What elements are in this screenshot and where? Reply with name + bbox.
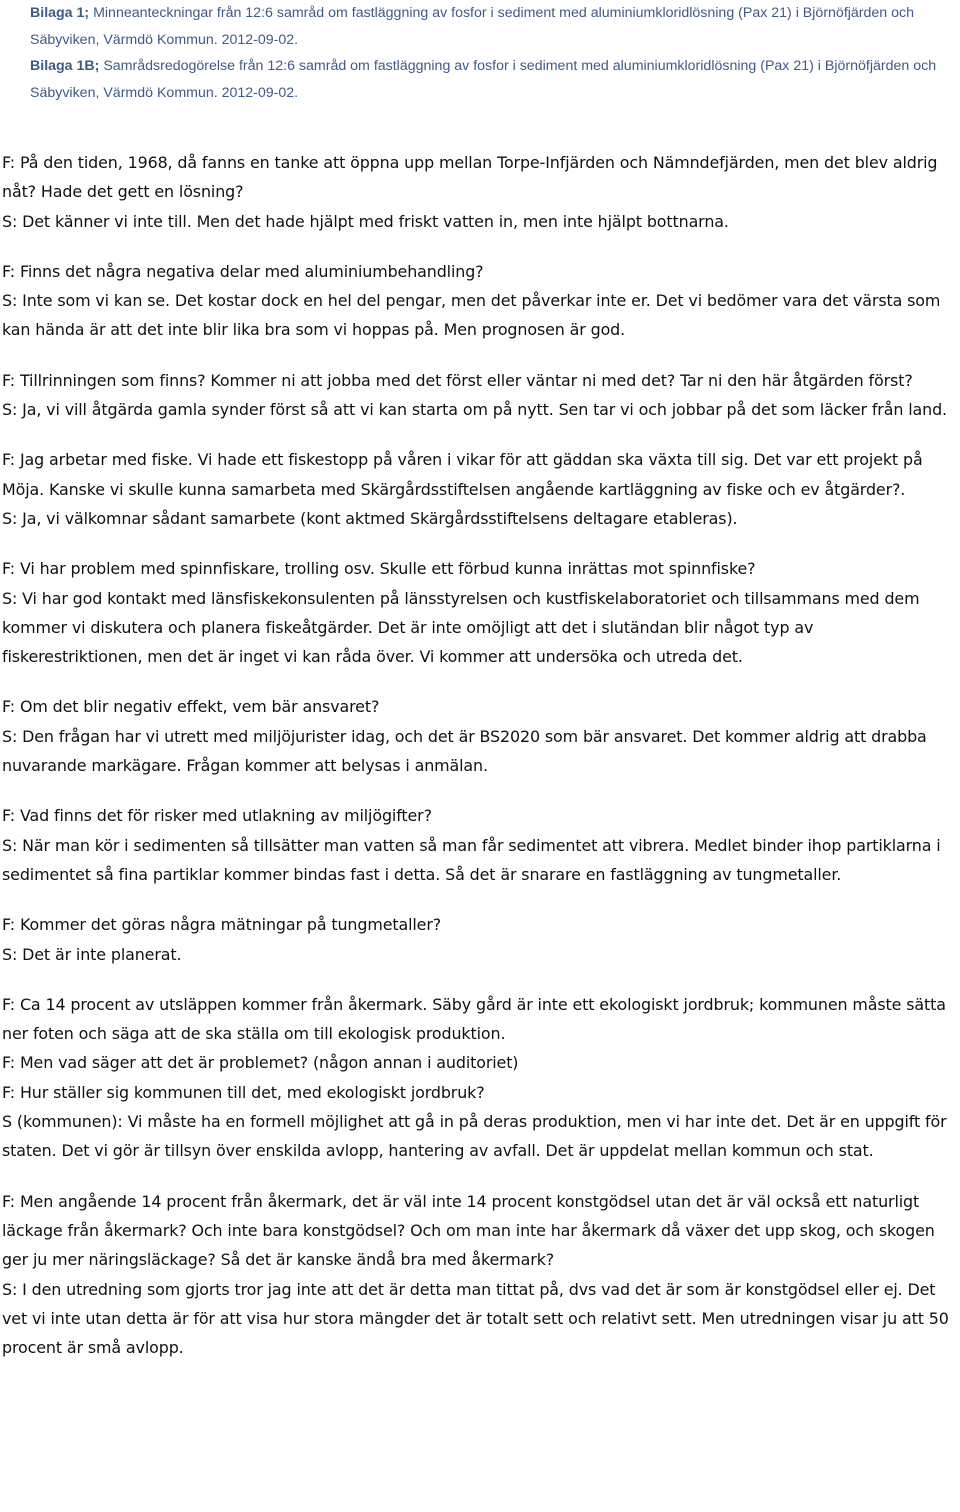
question-paragraph: F: Hur ställer sig kommunen till det, med ekologiskt jordbruk? (2, 1082, 485, 1102)
block-spacer (2, 236, 956, 257)
qa-block (2, 554, 956, 671)
qa-block (2, 910, 956, 969)
qa-block (2, 148, 956, 236)
meeting-notes-body (2, 148, 956, 1362)
question-paragraph: F: Ca 14 procent av utsläppen kommer från åkermark. Säby gård är inte ett ekologiskt jordbruk; kommunen måste sätta ner foten och säga att de ska ställa om till ekologisk produktion. (2, 994, 946, 1044)
qa-block (2, 445, 956, 533)
block-spacer (2, 345, 956, 366)
question-paragraph: F: Vad finns det för risker med utlakning av miljögifter? (2, 806, 432, 826)
attachment-1-label: Bilaga 1; (30, 5, 90, 21)
question-paragraph: F: Vi har problem med spinnfiskare, trolling osv. Skulle ett förbud kunna inrättas mot spinnfiske? (2, 559, 756, 579)
question-paragraph: F: Kommer det göras några mätningar på tungmetaller? (2, 915, 442, 935)
block-spacer (2, 889, 956, 910)
answer-paragraph: S: Vi har god kontakt med länsfiskekonsulenten på länsstyrelsen och kustfiskelaboratoriet och tillsammans med dem kommer vi diskutera och planera fiskeåtgärder. Det är inte omöjligt att det i slutändan blir något typ av fiskerestriktionen, men det är inget vi kan råda över. Vi kommer att undersöka och utreda det. (2, 588, 920, 667)
block-spacer (2, 671, 956, 692)
question-paragraph: F: Om det blir negativ effekt, vem bär ansvaret? (2, 697, 380, 717)
answer-paragraph: S: När man kör i sedimenten så tillsätter man vatten så man får sedimentet att vibrera. Medlet binder ihop partiklarna i sedimentet så fina partiklar kommer bindas fast i detta. Så det är snarare en fastläggning av tungmetaller. (2, 835, 941, 884)
answer-paragraph: S: I den utredning som gjorts tror jag inte att det är detta man tittat på, dvs vad det är som är konstgödsel eller ej. Det vet vi inte utan detta är för att visa hur stora mängder det är totalt sett och relativt sett. Men utredningen visar ju att 50 procent är små avlopp. (2, 1279, 949, 1358)
qa-block (2, 257, 956, 345)
answer-paragraph: S: Det är inte planerat. (2, 944, 182, 964)
qa-block (2, 990, 956, 1166)
answer-paragraph: S: Ja, vi vill åtgärda gamla synder först så att vi kan starta om på nytt. Sen tar vi och jobbar på det som läcker från land. (2, 400, 947, 420)
question-paragraph: F: På den tiden, 1968, då fanns en tanke att öppna upp mellan Torpe-Infjärden och Nämndefjärden, men det blev aldrig nåt? Hade det gett en lösning? (2, 153, 938, 202)
answer-paragraph: S: Inte som vi kan se. Det kostar dock en hel del pengar, men det påverkar inte er. Det vi bedömer vara det värsta som kan hända är att det inte blir lika bra som vi hoppas på. Men prognosen är god. (2, 291, 941, 340)
block-spacer (2, 969, 956, 990)
question-paragraph: F: Men angående 14 procent från åkermark, det är väl inte 14 procent konstgödsel utan det är väl också ett naturligt läckage från åkermark? Och inte bara konstgödsel? Och om man inte har åkermark då växer det upp skog, och skogen ger ju mer näringsläckage? Så det är kanske ändå bra med åkermark? (2, 1191, 935, 1270)
attachment-1b-label: Bilaga 1B; (30, 58, 100, 74)
block-spacer (2, 1166, 956, 1187)
question-paragraph: F: Tillrinningen som finns? Kommer ni att jobba med det först eller väntar ni med det? Tar ni den här åtgärden först? (2, 370, 913, 390)
block-spacer (2, 424, 956, 445)
attachment-1b-title: Samrådsredogörelse från 12:6 samråd om fastläggning av fosfor i sediment med aluminiumkloridlösning (Pax 21) i Björnöfjärden och Säbyviken, Värmdö Kommun. 2012-09-02. (30, 58, 937, 101)
answer-paragraph: S: Den frågan har vi utrett med miljöjurister idag, och det är BS2020 som bär ansvaret. Det kommer aldrig att drabba nuvarande markägare. Frågan kommer att belysas i anmälan. (2, 726, 927, 776)
block-spacer (2, 780, 956, 801)
block-spacer (2, 533, 956, 554)
answer-paragraph: S (kommunen): Vi måste ha en formell möjlighet att gå in på deras produktion, men vi har inte det. Det är en uppgift för staten. Det vi gör är tillsyn över enskilda avlopp, hantering av avfall. Det är uppdelat mellan kommun och stat. (2, 1112, 947, 1161)
question-paragraph: F: Men vad säger att det är problemet? (någon annan i auditoriet) (2, 1053, 519, 1073)
qa-block (2, 366, 956, 425)
document-header (30, 0, 950, 106)
attachment-1-title: Minneanteckningar från 12:6 samråd om fastläggning av fosfor i sediment med aluminiumkloridlösning (Pax 21) i Björnöfjärden och Säbyviken, Värmdö Kommun. 2012-09-02. (30, 5, 915, 48)
header-attachment-1b (30, 53, 950, 106)
header-attachment-1 (30, 0, 950, 53)
answer-paragraph: S: Det känner vi inte till. Men det hade hjälpt med friskt vatten in, men inte hjälpt bottnarna. (2, 211, 729, 231)
question-paragraph: F: Finns det några negativa delar med aluminiumbehandling? (2, 261, 484, 281)
qa-block (2, 801, 956, 889)
answer-paragraph: S: Ja, vi välkomnar sådant samarbete (kont aktmed Skärgårdsstiftelsens deltagare etableras). (2, 508, 738, 528)
question-paragraph: F: Jag arbetar med fiske. Vi hade ett fiskestopp på våren i vikar för att gäddan ska växta till sig. Det var ett projekt på Möja. Kanske vi skulle kunna samarbeta med Skärgårdsstiftelsen angående kartläggning av fiske och ev åtgärder?. (2, 450, 923, 499)
qa-block (2, 1187, 956, 1363)
qa-block (2, 692, 956, 780)
